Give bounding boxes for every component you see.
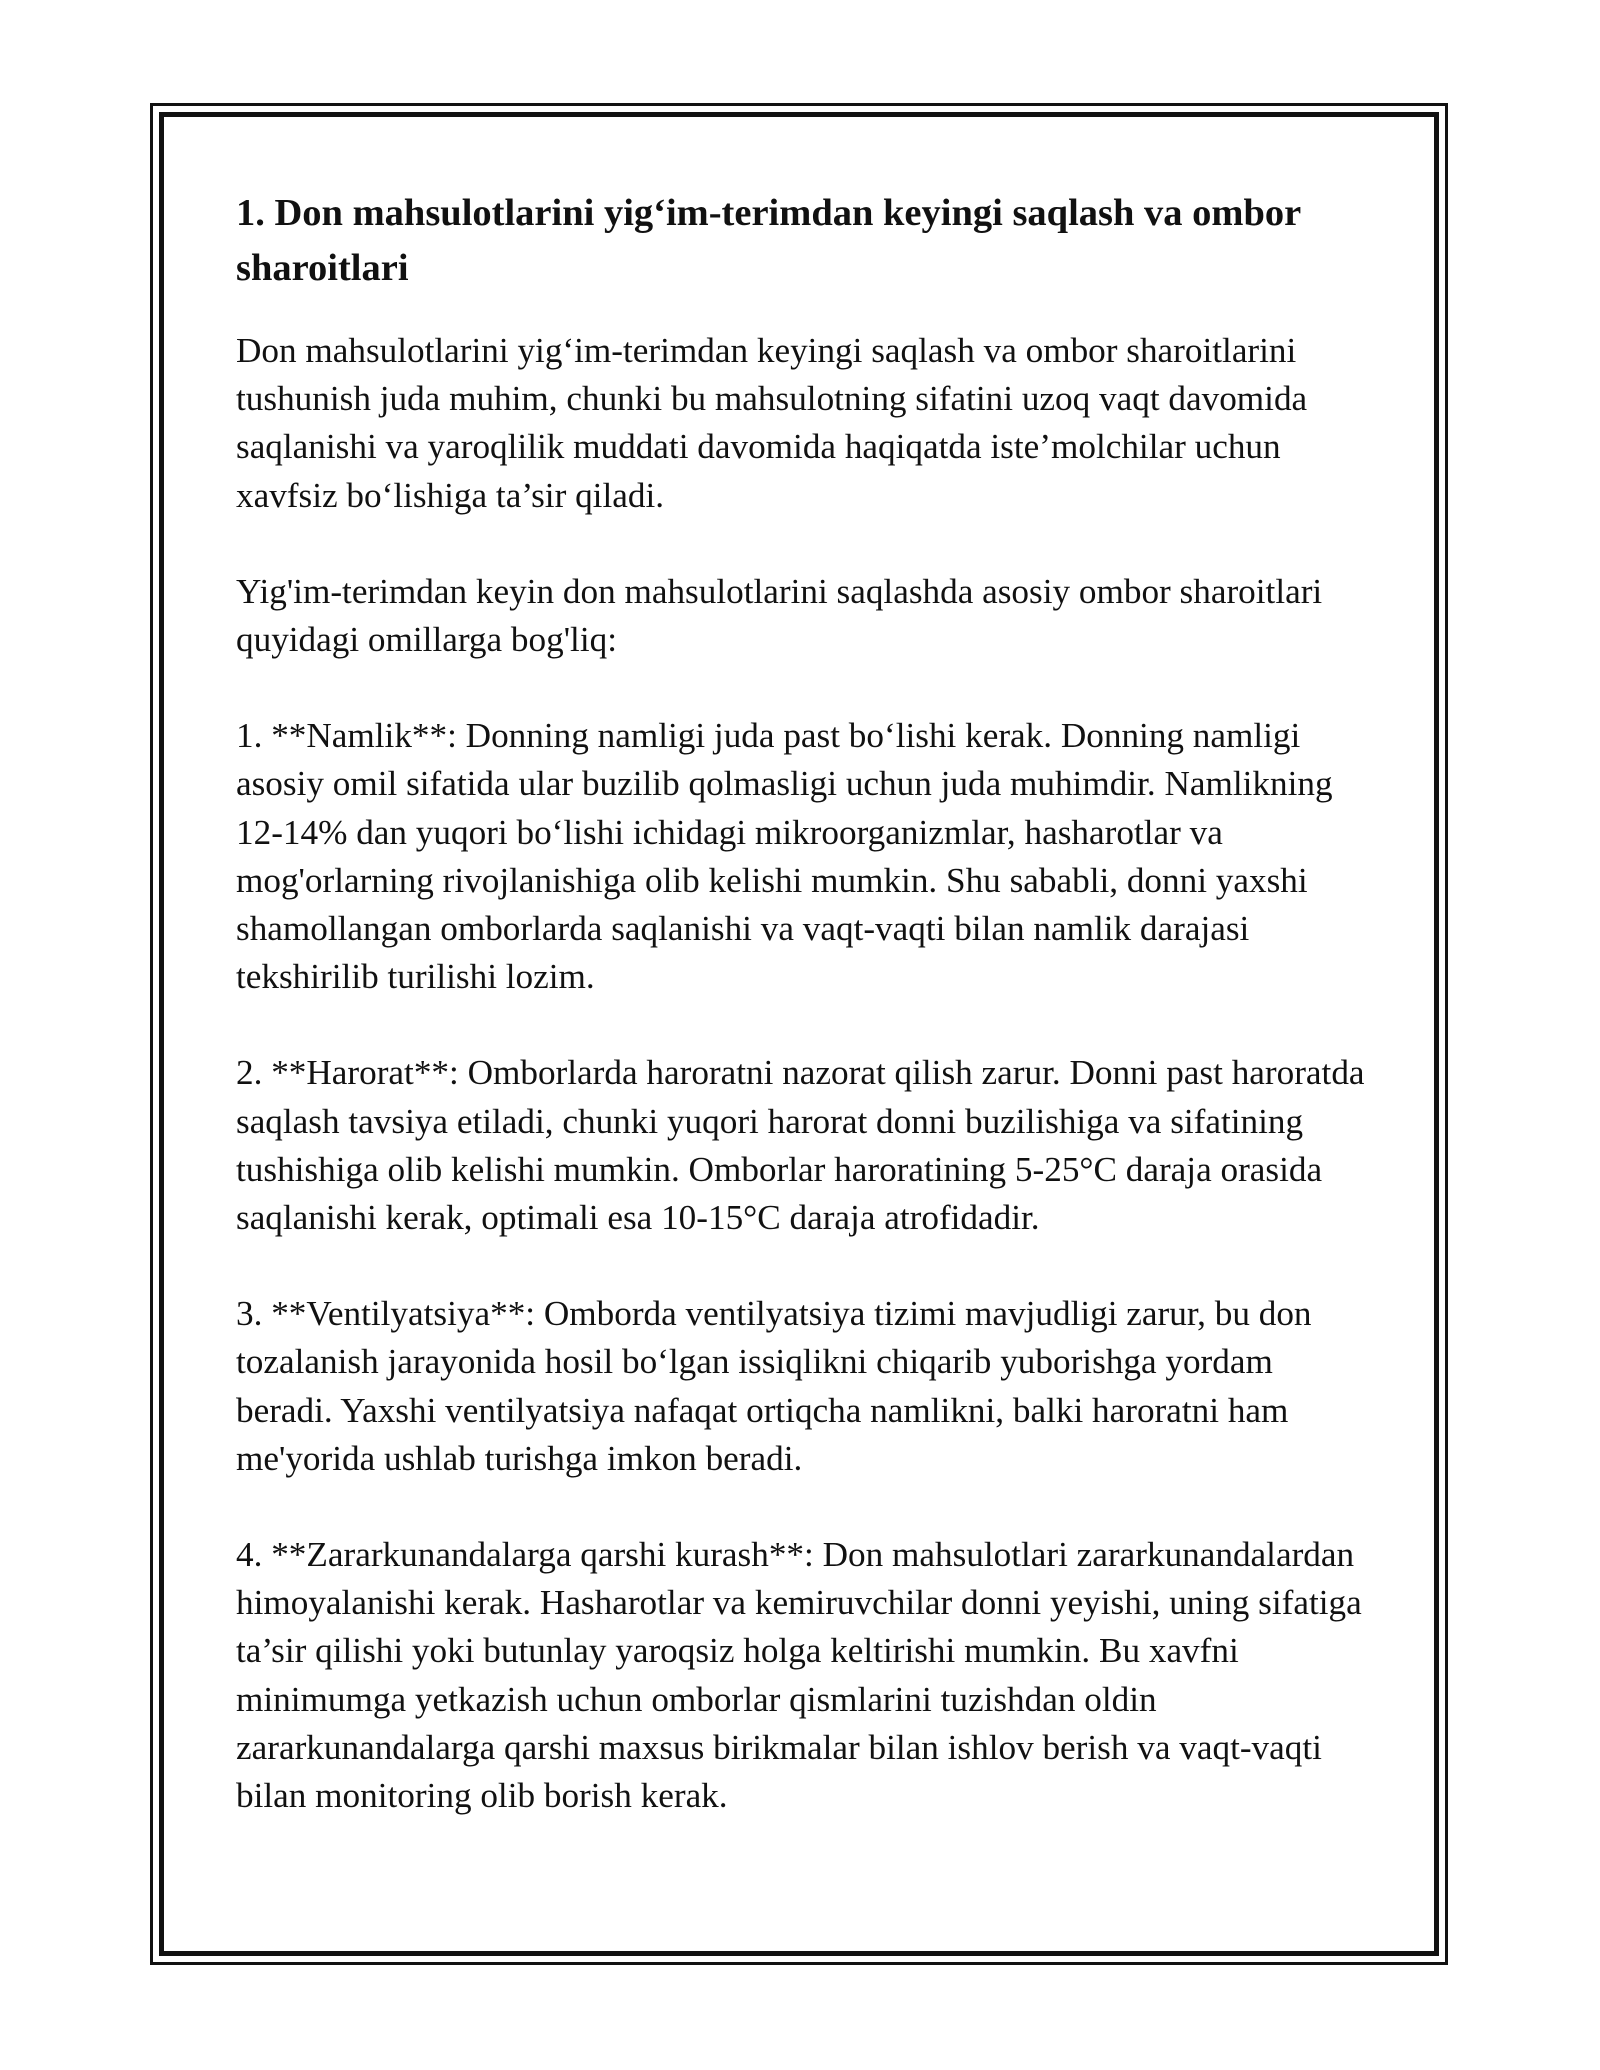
paragraph-temperature: 2. **Harorat**: Omborlarda haroratni nazorat qilish zarur. Donni past haroratda saqlash tavsiya etiladi, chunki yuqori harorat donni buzilishiga va sifatining tushishiga olib kelishi mumkin. Omborlar haroratining 5-25°C daraja orasida saqlanishi kerak, optimali esa 10-15°C daraja atrofidadir. xyxy=(236,1053,1365,1238)
document-body xyxy=(236,186,1366,1868)
paragraph-intro: Don mahsulotlarini yig‘im-terimdan keyingi saqlash va ombor sharoitlarini tushunish juda muhim, chunki bu mahsulotning sifatini uzoq vaqt davomida saqlanishi va yaroqlilik muddati davomida haqiqatda iste’molchilar uchun xavfsiz bo‘lishiga ta’sir qiladi. xyxy=(236,331,1308,515)
section-heading: 1. Don mahsulotlarini yig‘im-terimdan keyingi saqlash va ombor sharoitlari xyxy=(236,192,1301,289)
paragraph-factors-lead: Yig'im-terimdan keyin don mahsulotlarini saqlashda asosiy ombor sharoitlari quyidagi omillarga bog'liq: xyxy=(236,571,1323,660)
paragraph-pest-control: 4. **Zararkunandalarga qarshi kurash**: Don mahsulotlari zararkunandalardan himoyalanishi kerak. Hasharotlar va kemiruvchilar donni yeyishi, uning sifatiga ta’sir qilishi yoki butunlay yaroqsiz holga keltirishi mumkin. Bu xavfni minimumga yetkazish uchun omborlar qismlarini tuzishdan oldin zararkunandalarga qarshi maxsus birikmalar bilan ishlov berish va vaqt-vaqti bilan monitoring olib borish kerak. xyxy=(236,1535,1362,1816)
paragraph-ventilation: 3. **Ventilyatsiya**: Omborda ventilyatsiya tizimi mavjudligi zarur, bu don tozalanish jarayonida hosil bo‘lgan issiqlikni chiqarib yuborishga yordam beradi. Yaxshi ventilyatsiya nafaqat ortiqcha namlikni, balki haroratni ham me'yorida ushlab turishga imkon beradi. xyxy=(236,1294,1312,1478)
paragraph-humidity: 1. **Namlik**: Donning namligi juda past bo‘lishi kerak. Donning namligi asosiy omil sifatida ular buzilib qolmasligi uchun juda muhimdir. Namlikning 12-14% dan yuqori bo‘lishi ichidagi mikroorganizmlar, hasharotlar va mog'orlarning rivojlanishiga olib kelishi mumkin. Shu sababli, donni yaxshi shamollangan omborlarda saqlanishi va vaqt-vaqti bilan namlik darajasi tekshirilib turilishi lozim. xyxy=(236,716,1333,997)
